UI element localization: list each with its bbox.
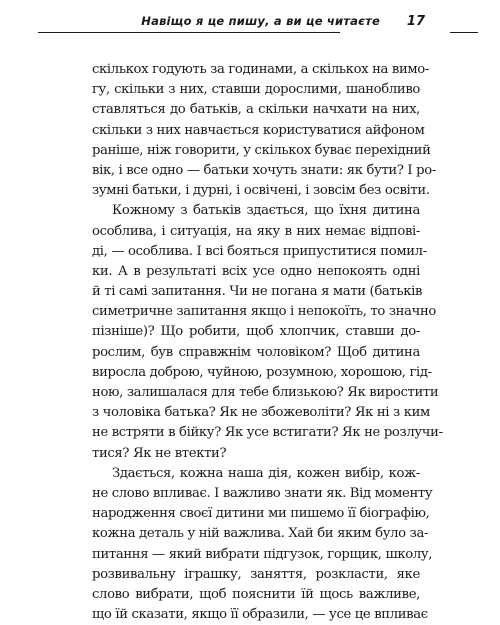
text-line: й ті самі запитання. Чи не погана я мати (батьків [92,284,423,300]
text-line: ною, залишалася для тебе близькою? Як виростити [92,385,439,400]
paragraph [92,464,433,625]
header-rule-right [450,32,478,33]
text-line: гу, скільки з них, ставши дорослими, шанобливо [92,82,420,98]
text-line: вік, і все одно — батьки хочуть знати: як бути? І ро- [92,162,436,178]
text-line: раніше, ніж говорити, у скількох буває перехідний [92,142,431,158]
body-text [92,60,443,625]
running-header-title: Навіщо я це пишу, а ви це читаєте [141,14,380,28]
text-line: зумні батьки, і дурні, і освічені, і зовсім без освіти. [92,183,430,199]
text-line: що їй сказати, якщо її образили, — усе це впливає [92,607,428,623]
text-line: ки. А в результаті всіх усе одно непокоять одні [92,263,420,279]
text-line: пізніше)? Що робити, щоб хлопчик, ставши до- [92,324,420,340]
text-line: не встряти в бійку? Як усе встигати? Як не розлучи- [92,425,443,441]
text-line: Здається, кожна наша дія, кожен вибір, кож- [112,465,420,481]
text-line: кожна деталь у ній важлива. Хай би яким було за- [92,526,429,542]
text-line: Кожному з батьків здається, що їхня дитина [112,203,420,219]
text-line: скільки з них навчається користуватися айфоном [92,122,425,138]
text-line: слово вибрати, щоб пояснити їй щось важливе, [92,586,420,602]
header-rule-left [38,32,340,33]
text-line: розвивальну іграшку, заняття, розкласти, яке [92,566,420,582]
running-header [0,12,500,36]
text-line: не слово впливає. І важливо знати як. Від моменту [92,485,433,501]
text-line: ставляться до батьків, а скільки начхати на них, [92,102,420,118]
text-line: рослим, був справжнім чоловіком? Щоб дитина [92,344,420,360]
text-line: виросла доброю, чуйною, розумною, хорошою, гід- [92,364,432,380]
text-line: тися? Як не втекти? [92,445,227,461]
paragraph [92,60,436,201]
text-line: ді, — особлива. І всі бояться припуститися помил- [92,243,427,259]
text-line: з чоловіка батька? Як не збожеволіти? Як ні з ким [92,405,430,421]
page-number: 17 [406,14,425,29]
text-line: симетричне запитання якщо і непокоїть, то значно [92,304,437,320]
text-line: особлива, і ситуація, на яку в них немає відпові- [92,223,420,239]
text-line: скількох годують за годинами, а скількох на вимо- [92,62,430,77]
text-line: народження своєї дитини ми пишемо її біографію, [92,506,430,522]
paragraph [92,201,443,463]
text-line: питання — який вибрати підгузок, горщик, школу, [92,546,433,562]
